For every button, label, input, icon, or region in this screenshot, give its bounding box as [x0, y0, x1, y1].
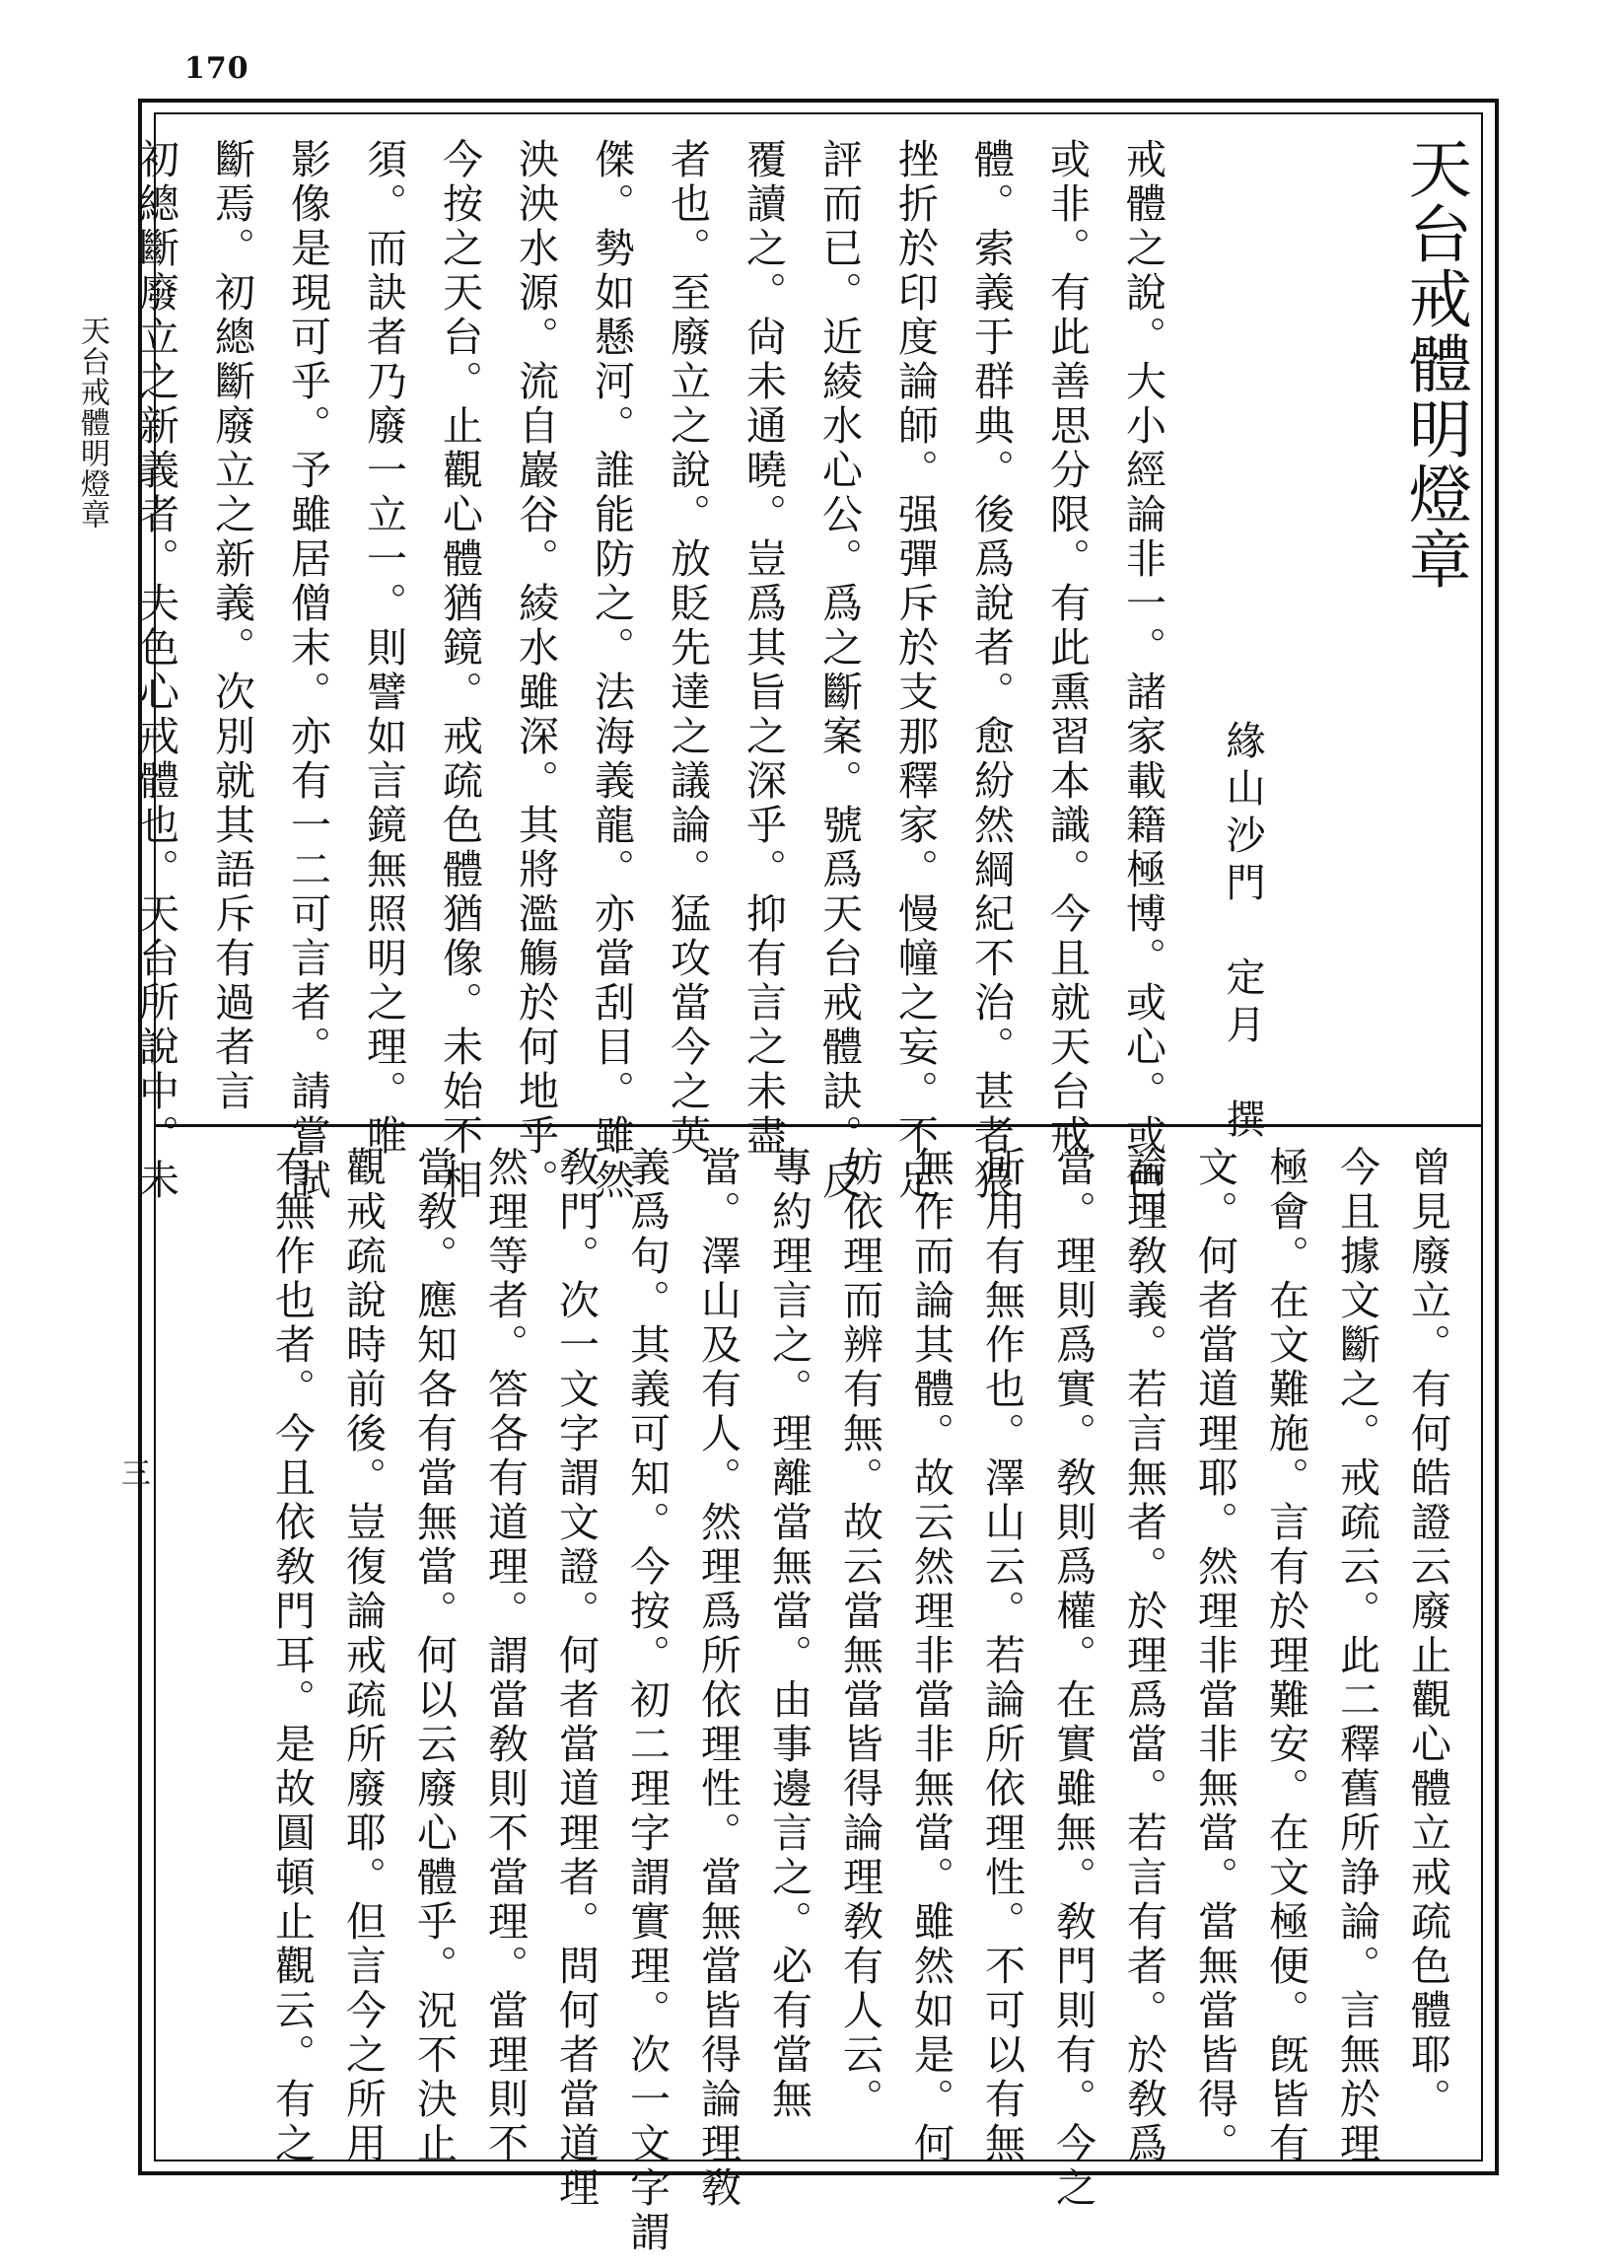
text-column: 者也。至廢立之說。放貶先達之議論。猛攻當今之英	[664, 138, 711, 1159]
text-column: 須。而訣者乃廢一立一。則譬如言鏡無照明之理。唯	[360, 138, 407, 1159]
text-column: 挫折於印度論師。强彈斥於支那釋家。慢幢之妄。不足	[891, 138, 939, 1203]
text-column: 所用有無作也。澤山云。若論所依理性。不可以有無	[978, 1146, 1025, 2166]
author-byline: 緣山沙門 定月 撰	[1220, 720, 1265, 1146]
text-column: 當。理則爲實。敎則爲權。在實雖無。敎門則有。今之	[1049, 1146, 1096, 2211]
text-column: 泱泱水源。流自巖谷。綾水雖深。其將濫觴於何地乎。	[512, 138, 559, 1203]
text-column: 評而已。近綾水心公。爲之斷案。號爲天台戒體訣。反	[815, 138, 863, 1203]
lower-text-block	[189, 1146, 1463, 2255]
text-column: 曾見廢立。有何皓證云廢止觀心體立戒疏色體耶。	[1404, 1146, 1451, 2122]
text-column: 或非。有此善思分限。有此熏習本識。今且就天台戒	[1043, 138, 1091, 1159]
text-column: 初總斷廢立之新義者。夫色心戒體也。天台所說中。未	[132, 138, 179, 1203]
text-column: 今且據文斷之。戒疏云。此二釋舊所諍論。言無於理	[1333, 1146, 1380, 2166]
text-column: 覆讀之。尙未通曉。豈爲其旨之深乎。抑有言之未盡	[740, 138, 787, 1159]
text-column: 論理敎義。若言無者。於理爲當。若言有者。於敎爲	[1120, 1146, 1167, 2166]
text-column: 敎門。次一文字謂文證。何者當道理者。問何者當道理	[552, 1146, 600, 2211]
text-column: 今按之天台。止觀心體猶鏡。戒疏色體猶像。未始不相	[436, 138, 483, 1203]
text-column: 觀戒疏說時前後。豈復論戒疏所廢耶。但言今之所用	[339, 1146, 387, 2166]
text-column: 極會。在文難施。言有於理難安。在文極便。旣皆有	[1262, 1146, 1309, 2166]
text-column: 有無作也者。今且依敎門耳。是故圓頓止觀云。有之	[268, 1146, 316, 2166]
document-title: 天台戒體明燈章	[1397, 136, 1471, 592]
upper-text-block	[132, 138, 1180, 1247]
text-column: 體。索義于群典。後爲說者。愈紛然綱紀不治。甚者猥	[967, 138, 1015, 1203]
text-column: 妨依理而辨有無。故云當無當皆得論理敎有人云。	[836, 1146, 883, 2122]
text-column: 專約理言之。理離當無當。由事邊言之。必有當無	[765, 1146, 812, 2122]
text-column: 戒體之說。大小經論非一。諸家載籍極博。或心。或色。	[1119, 138, 1166, 1247]
text-column: 當敎。應知各有當無當。何以云廢心體乎。況不決止	[410, 1146, 458, 2166]
text-column: 傑。勢如懸河。誰能防之。法海義龍。亦當刮目。雖然	[588, 138, 635, 1203]
text-column: 義爲句。其義可知。今按。初二理字謂實理。次一文字謂	[623, 1146, 671, 2255]
text-column: 當。澤山及有人。然理爲所依理性。當無當皆得論理敎	[694, 1146, 741, 2211]
text-column: 然理等者。答各有道理。謂當敎則不當理。當理則不	[481, 1146, 529, 2166]
text-column: 文。何者當道理耶。然理非當非無當。當無當皆得。	[1191, 1146, 1238, 2166]
text-column: 斷焉。初總斷廢立之新義。次別就其語斥有過者言	[208, 138, 255, 1114]
page-number: 170	[184, 51, 249, 86]
running-head: 天台戒體明燈章	[75, 316, 109, 530]
folio-number: 三	[115, 1457, 150, 1487]
text-column: 影像是現可乎。予雖居僧末。亦有一二可言者。請嘗試	[284, 138, 331, 1203]
text-column: 無作而論其體。故云然理非當非無當。雖然如是。何	[907, 1146, 954, 2166]
